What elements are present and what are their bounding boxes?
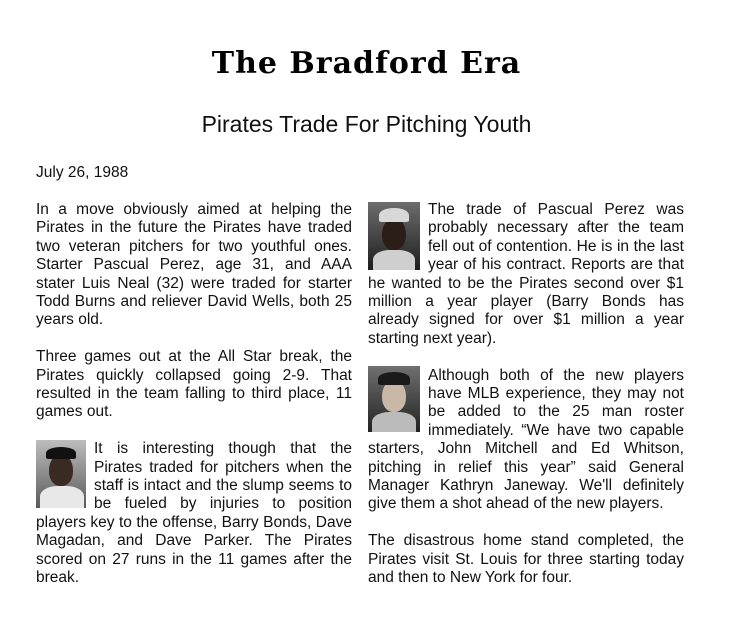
paragraph (368, 367, 684, 514)
paragraph: Three games out at the All Star break, the Pirates quickly collapsed going 2-9. That resulted in the team falling to third place, 11 games out. (36, 348, 352, 421)
paragraph-text: It is interesting though that the Pirates traded for pitchers when the staff is intact and the slump seems to be fueled by injuries to position players key to the offense, Barry Bonds, Dave Magadan, and Dave Parker. The Pirates scored on 27 runs in the 11 games after the break. (36, 440, 352, 587)
right-column (368, 201, 684, 606)
paragraph-text: Although both of the new players have MLB experience, they may not be added to the 25 man roster immediately. “We have two capable starters, John Mitchell and Ed Whitson, pitching in relief this year” said General Manager Kathryn Janeway. We'll definitely give them a shot ahead of the new players. (368, 366, 684, 513)
paragraph: The disastrous home stand completed, the Pirates visit St. Louis for three starting today and then to New York for four. (368, 532, 684, 587)
paragraph-text: The trade of Pascual Perez was probably necessary after the team fell out of contention. He is in the last year of his contract. Reports are that he wanted to be the Pirates second over $1 million a year player (Barry Bonds has already signed for over $1 million a year starting next year). (368, 201, 684, 347)
player-photo (36, 440, 86, 508)
paragraph (368, 201, 684, 348)
left-column (36, 201, 352, 606)
player-photo (368, 202, 420, 270)
dateline: July 26, 1988 (36, 164, 129, 181)
headline: Pirates Trade For Pitching Youth (201, 111, 532, 137)
masthead: The Bradford Era (211, 46, 522, 81)
player-photo (368, 366, 420, 432)
paragraph: In a move obviously aimed at helping the Pirates in the future the Pirates have traded two veteran pitchers for two youthful ones. Starter Pascual Perez, age 31, and AAA stater Luis Neal (32) were traded for starter Todd Burns and reliever David Wells, both 25 years old. (36, 201, 352, 329)
paragraph (36, 440, 352, 587)
